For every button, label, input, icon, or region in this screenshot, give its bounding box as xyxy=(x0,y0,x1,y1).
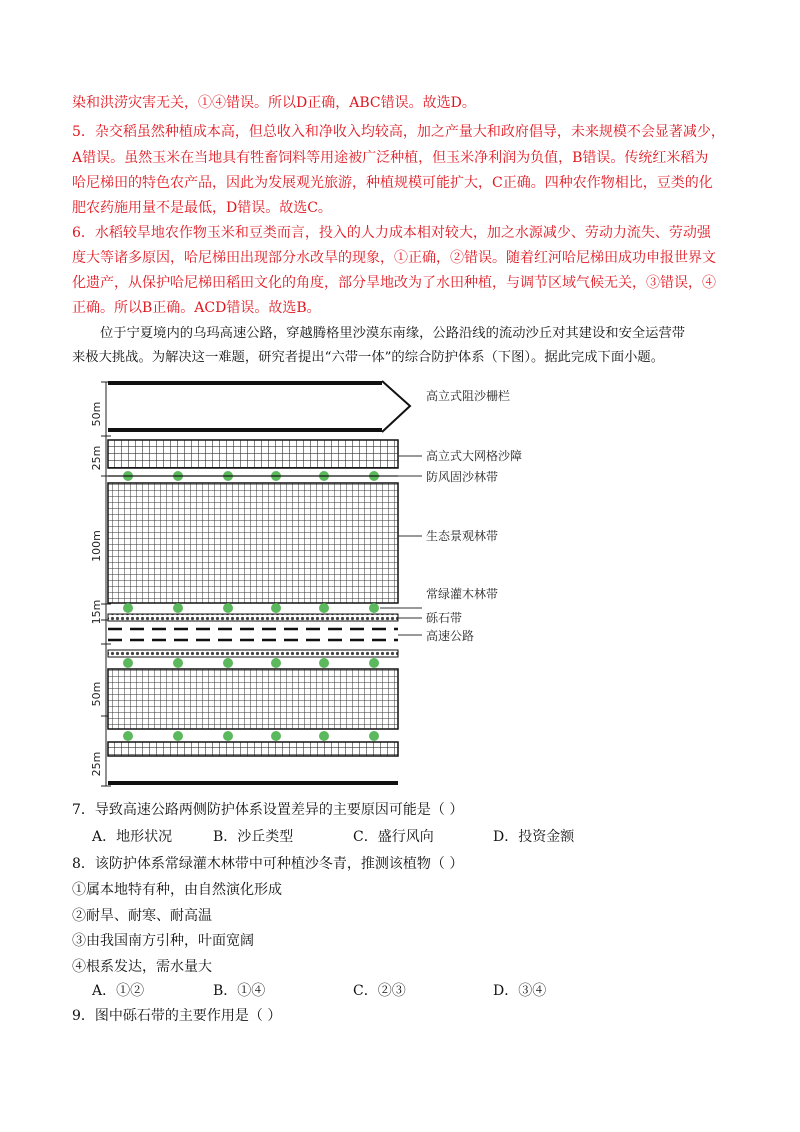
label-shrub-forest: 常绿灌木林带 xyxy=(426,587,499,601)
gravel-belt-top xyxy=(108,614,398,621)
q7-option-a[interactable]: A．地形状况 xyxy=(92,829,173,845)
answer-line: 染和洪涝灾害无关，①④错误。所以D正确，ABC错误。故选D。 xyxy=(72,95,476,111)
answer-6-line-3: 化遗产，从保护哈尼梯田稻田文化的角度，部分旱地改为了水田种植，与调节区域气候无关，③错误，④ xyxy=(72,275,716,291)
grid-sand-barrier-bottom xyxy=(108,742,398,756)
windbreak-tree-row-bottom xyxy=(123,731,379,741)
q7-option-b[interactable]: B．沙丘类型 xyxy=(213,829,294,845)
label-grid-barrier: 高立式大网格沙障 xyxy=(426,449,523,463)
q8-item-1: ①属本地特有种，由自然演化形成 xyxy=(72,882,282,898)
answer-5-line-3: 哈尼梯田的特色农产品，因此为发展观光旅游，种植规模可能扩大，C正确。四种农作物相比，豆类的化 xyxy=(72,175,713,191)
gravel-belt-bottom xyxy=(108,650,398,657)
answer-5-line-2: A错误。虽然玉米在当地具有牲畜饲料等用途被广泛种植，但玉米净利润为负值，B错误。传统红米稻为 xyxy=(72,150,709,166)
dim-100m: 100m xyxy=(90,530,103,562)
label-landscape-forest: 生态景观林带 xyxy=(426,529,499,543)
answer-6-line-4: 正确。所以B正确。ACD错误。故选B。 xyxy=(72,300,321,316)
q8-item-3: ③由我国南方引种，叶面宽阔 xyxy=(72,933,254,949)
q7-option-c[interactable]: C．盛行风向 xyxy=(353,829,434,845)
q8-item-2: ②耐旱、耐寒、耐高温 xyxy=(72,908,212,924)
answer-6-line-2: 度大等诸多原因，哈尼梯田出现部分水改旱的现象，①正确，②错误。随着红河哈尼梯田成功申报世界文 xyxy=(72,250,716,266)
label-windbreak: 防风固沙林带 xyxy=(426,470,499,484)
highway-lines xyxy=(108,629,398,640)
answer-6-line-1: 6．水稻较旱地农作物玉米和豆类而言，投入的人力成本相对较大，加之水源减少、劳动力流失、劳动强 xyxy=(72,225,711,241)
label-highway: 高速公路 xyxy=(426,629,475,643)
question-7-stem: 7．导致高速公路两侧防护体系设置差异的主要原因可能是（ ） xyxy=(72,802,464,818)
answer-5-line-1: 5．杂交稻虽然种植成本高，但总收入和净收入均较高，加之产量大和政府倡导，未来规模不会显著减少， xyxy=(72,124,725,140)
q8-option-d[interactable]: D．③④ xyxy=(493,983,547,999)
answer-5-line-4: 肥农药施用量不是最低，D错误。故选C。 xyxy=(72,200,332,216)
shrub-tree-row-top xyxy=(123,603,379,613)
grid-sand-barrier-top xyxy=(108,440,398,468)
q8-option-a[interactable]: A．①② xyxy=(92,983,145,999)
label-gravel-belt: 砾石带 xyxy=(426,611,463,625)
question-8-stem: 8．该防护体系常绿灌木林带中可种植沙冬青，推测该植物（ ） xyxy=(72,856,464,872)
q8-item-4: ④根系发达，需水量大 xyxy=(72,959,212,975)
intro-line-1: 位于宁夏境内的乌玛高速公路，穿越腾格里沙漠东南缘，公路沿线的流动沙丘对其建设和安全运营带 xyxy=(100,326,686,341)
forest-belt-bottom xyxy=(108,669,398,729)
question-9-stem: 9．图中砾石带的主要作用是（ ） xyxy=(72,1008,282,1024)
q8-option-c[interactable]: C．②③ xyxy=(353,983,406,999)
intro-line-2: 来极大挑战。为解决这一难题，研究者提出“六带一体”的综合防护体系（下图）。据此完成下面小题。 xyxy=(72,350,665,365)
sand-fence-arrow xyxy=(108,381,410,432)
dim-50m-top: 50m xyxy=(90,401,103,427)
label-sand-fence: 高立式阻沙栅栏 xyxy=(426,389,511,403)
ecological-landscape-forest xyxy=(108,483,398,603)
shrub-tree-row-bottom xyxy=(123,658,379,668)
q8-option-b[interactable]: B．①④ xyxy=(213,983,266,999)
dim-25m-top: 25m xyxy=(90,445,103,471)
dim-15m: 15m xyxy=(90,599,103,625)
q7-option-d[interactable]: D．投资金额 xyxy=(493,829,575,845)
dim-25m-bottom: 25m xyxy=(90,751,103,777)
dim-50m-bottom: 50m xyxy=(90,681,103,707)
protection-system-diagram xyxy=(90,376,540,788)
